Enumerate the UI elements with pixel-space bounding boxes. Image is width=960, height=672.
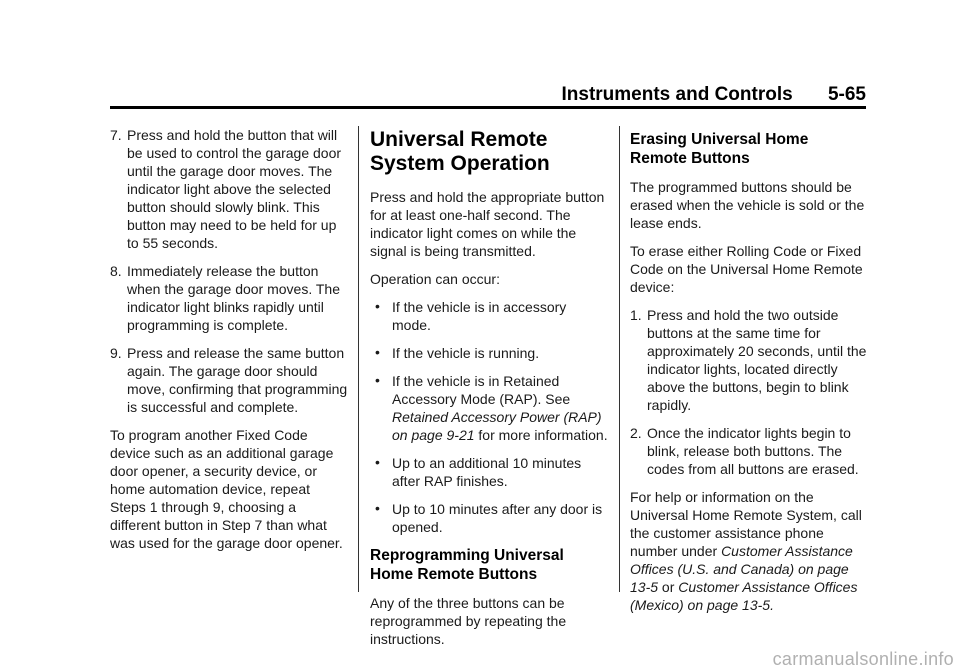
list-item xyxy=(370,454,608,490)
bullet-icon: • xyxy=(375,372,380,388)
step-text: Press and hold the button that will be used to control the garage door until the garage door moves. The indicator light above the selected button should slowly blink. This button may need to be held for up to 55 seconds. xyxy=(127,127,342,251)
column-divider xyxy=(619,126,620,592)
paragraph: To program another Fixed Code device such as an additional garage door opener, a security device, or home automation device, repeat Steps 1 through 9, choosing a different button in Step 7 than what was used for the garage door opener. xyxy=(110,427,343,551)
page-header xyxy=(0,84,866,106)
list-item xyxy=(370,344,608,362)
list-item-text: Up to an additional 10 minutes after RAP finishes. xyxy=(392,455,582,489)
column-divider xyxy=(358,126,359,592)
list-item xyxy=(370,372,608,444)
step-item xyxy=(110,262,348,334)
step-item xyxy=(630,306,868,414)
list-item xyxy=(370,500,608,536)
section-title: Instruments and Controls xyxy=(561,84,793,105)
step-item xyxy=(110,344,348,416)
step-number: 7. xyxy=(110,127,122,143)
paragraph-text: or xyxy=(658,579,679,595)
paragraph: Operation can occur: xyxy=(370,271,500,287)
cross-reference-link[interactable]: Retained Accessory Power (RAP) on page 9-21 xyxy=(392,409,602,443)
bullet-icon: • xyxy=(375,454,380,470)
step-number: 9. xyxy=(110,345,122,361)
subsection-heading: Erasing Universal Home Remote Buttons xyxy=(630,131,809,167)
list-item-text: If the vehicle is in Retained Accessory Mode (RAP). See xyxy=(392,373,571,407)
step-item xyxy=(110,126,348,252)
step-text: Press and release the same button again. The garage door should move, confirming that programming is successful and complete. xyxy=(127,345,348,415)
paragraph: Any of the three buttons can be reprogrammed by repeating the instructions. xyxy=(370,595,567,647)
step-text: Once the indicator lights begin to blink, release both buttons. The codes from all buttons are erased. xyxy=(647,425,859,477)
bullet-icon: • xyxy=(375,500,380,516)
step-number: 1. xyxy=(630,307,642,323)
column-2 xyxy=(370,126,608,658)
step-text: Press and hold the two outside buttons at the same time for approximately 20 seconds, until the indicator lights, located directly above the buttons, begin to blink rapidly. xyxy=(647,307,867,413)
section-heading: Universal Remote System Operation xyxy=(370,128,550,175)
paragraph: The programmed buttons should be erased when the vehicle is sold or the lease ends. xyxy=(630,179,865,231)
list-item-text: for more information. xyxy=(474,427,608,443)
list-item xyxy=(370,298,608,334)
list-item-text: Up to 10 minutes after any door is opened. xyxy=(392,501,603,535)
paragraph: Press and hold the appropriate button for at least one-half second. The indicator light comes on while the signal is being transmitted. xyxy=(370,189,605,259)
subsection-heading: Reprogramming Universal Home Remote Buttons xyxy=(370,547,564,583)
bullet-icon: • xyxy=(375,344,380,360)
watermark-logo: carmanualsonline.info xyxy=(772,649,954,669)
page-number: 5-65 xyxy=(827,84,866,105)
paragraph-text: For help or information on the Universal Home Remote System, call the customer assistance phone number under xyxy=(630,489,862,559)
list-item-text: If the vehicle is running. xyxy=(392,345,540,361)
column-3 xyxy=(630,126,868,624)
step-text: Immediately release the button when the garage door moves. The indicator light blinks rapidly until programming is complete. xyxy=(127,263,340,333)
header-rule xyxy=(110,106,866,109)
cross-reference-link[interactable]: Customer Assistance Offices (U.S. and Canada) on page 13-5 xyxy=(630,543,853,595)
step-item xyxy=(630,424,868,478)
paragraph xyxy=(630,488,868,614)
paragraph: To erase either Rolling Code or Fixed Code on the Universal Home Remote device: xyxy=(630,243,863,295)
column-1 xyxy=(110,126,348,562)
cross-reference-link[interactable]: Customer Assistance Offices (Mexico) on page 13-5. xyxy=(630,579,858,613)
list-item-text: If the vehicle is in accessory mode. xyxy=(392,299,567,333)
step-number: 8. xyxy=(110,263,122,279)
bullet-icon: • xyxy=(375,298,380,314)
step-number: 2. xyxy=(630,425,642,441)
